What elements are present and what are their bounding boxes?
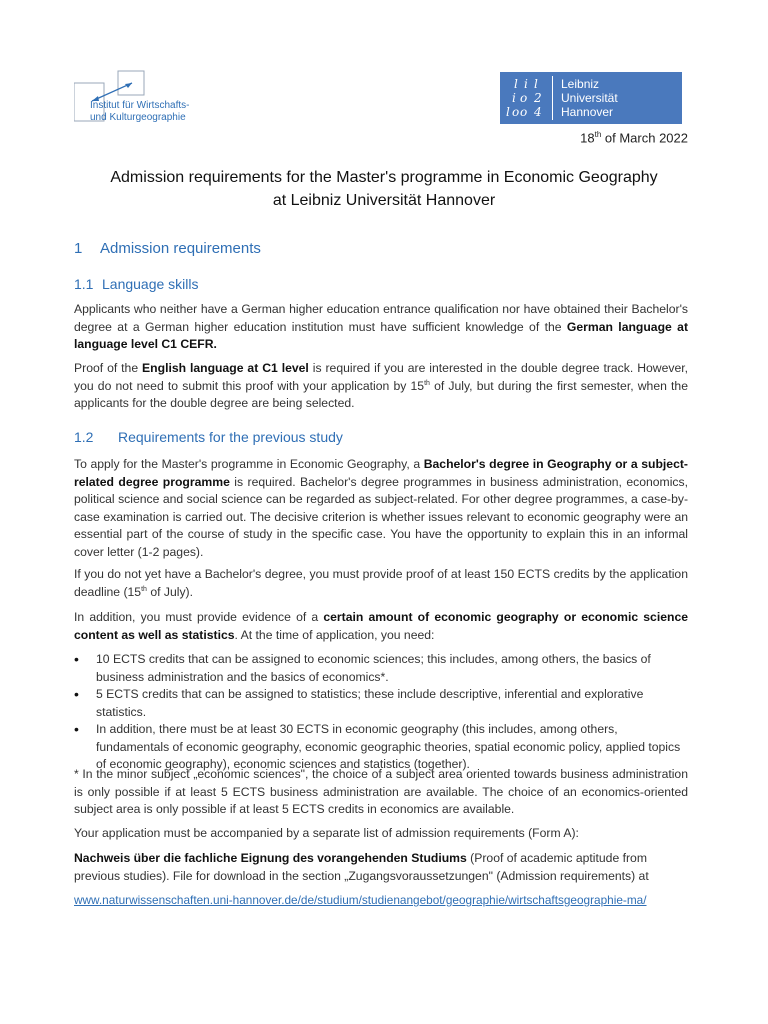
- text-run: (Proof of academic aptitude from previous studies). File for download in the section „Zugangsvoraussetzungen" (Admission requirements) at: [74, 851, 649, 883]
- bold-run: Nachweis über die fachliche Eignung des vorangehenden Studiums: [74, 851, 467, 865]
- document-date: [580, 130, 688, 145]
- text-run: of July, but during the first semester, when the applicants for the double degree are being selected.: [74, 378, 688, 410]
- institute-logo-line2: und Kulturgeographie: [90, 112, 186, 123]
- university-logo: [500, 72, 682, 124]
- date-day: 18: [580, 130, 595, 146]
- mark-glyph: i: [524, 77, 528, 91]
- text-run: In addition, you must provide evidence of a: [74, 610, 324, 624]
- text-run: To apply for the Master's programme in Economic Geography, a: [74, 457, 424, 471]
- admission-requirements-link[interactable]: www.naturwissenschaften.uni-hannover.de/de/studium/studienangebot/geographie/wirtschaftsgeographie-ma/: [74, 893, 647, 907]
- text-run: Proof of the: [74, 361, 143, 375]
- mark-glyph: l: [534, 77, 538, 91]
- university-logo-mark: [500, 72, 552, 124]
- title-line1: Admission requirements for the Master's programme in Economic Geography: [110, 169, 658, 186]
- language-paragraph-2: [74, 360, 688, 413]
- study-paragraph-3: [74, 609, 688, 644]
- language-paragraph-1: [74, 301, 688, 354]
- logo-divider: [552, 76, 553, 120]
- text-run: of July).: [146, 584, 193, 599]
- mark-glyph: o: [520, 105, 528, 119]
- mark-glyph: l: [514, 77, 518, 91]
- mark-glyph: i: [512, 91, 516, 105]
- text-run: is required. Bachelor's degree programmes in business administration, economics, political science and social science can be regarded as subject-related. For other degree programmes, a case-by-case examination is carried out. The decisive criterion is whether issues relevant to economic geography were an essential part of the course of study in the specific case. You have the opportunity to explain this in an informal cover letter (1-2 pages).: [74, 474, 688, 559]
- bold-run: English language at C1 level: [142, 361, 309, 375]
- institute-logo: [74, 68, 224, 128]
- section-title: Requirements for the previous study: [118, 429, 343, 445]
- date-day-suffix: th: [594, 130, 602, 139]
- bold-run: certain amount of economic geography or economic science content as well as statistics: [74, 610, 689, 642]
- text-run: If you do not yet have a Bachelor's degree, you must provide proof of at least 150 ECTS credits by the application deadline (15: [74, 567, 688, 599]
- list-item: • 10 ECTS credits that can be assigned to economic sciences; this includes, among others, the basics of business administration and the basics of economics*.: [74, 651, 688, 686]
- link-paragraph: [74, 892, 688, 910]
- study-paragraph-2: [74, 566, 688, 601]
- text-run: . At the time of application, you need:: [234, 627, 435, 642]
- section-1-2-heading: [74, 429, 343, 445]
- section-title: Admission requirements: [100, 240, 261, 257]
- section-1-1-heading: [74, 276, 199, 292]
- list-item: • In addition, there must be at least 30 ECTS in economic geography (this includes, among others, fundamentals of economic geography, economic geographic theories, spatial economic policy, applied topics of economic geography), economic sciences and statistics (together).: [74, 721, 688, 774]
- university-logo-line2: Universität: [561, 91, 618, 105]
- date-rest: of March 2022: [601, 130, 688, 146]
- university-logo-line3: Hannover: [561, 105, 614, 119]
- mark-glyph: 4: [534, 105, 542, 119]
- institute-logo-line1: Institut für Wirtschafts-: [90, 100, 190, 111]
- study-paragraph-4: Your application must be accompanied by a separate list of admission requirements (Form A):: [74, 826, 579, 840]
- study-paragraph-1: [74, 456, 688, 561]
- section-title: Language skills: [102, 276, 199, 292]
- requirements-list: [74, 651, 688, 774]
- text-run: Applicants who neither have a German higher education entrance qualification nor have obtained their Bachelor's degree at a German higher education institution must have sufficient knowledge of the: [74, 302, 688, 334]
- bold-run: German language at language level C1 CEFR.: [74, 319, 689, 351]
- footnote: * In the minor subject „economic sciences", the choice of a subject area oriented towards business administration is only possible if at least 5 ECTS business administration are available. The choice of an economics-oriented subject area is only possible if at least 5 ECTS credits in economics are available.: [74, 767, 688, 816]
- mark-glyph: l: [506, 105, 510, 119]
- university-logo-line1: Leibniz: [561, 77, 600, 91]
- superscript: th: [424, 379, 430, 387]
- text-run: is required if you are interested in the double degree track. However, you do not need to submit this proof with your application by 15: [74, 361, 688, 393]
- bold-run: Bachelor's degree in Geography or a subject-related degree programme: [74, 457, 688, 489]
- section-number: 1: [74, 240, 83, 257]
- mark-glyph: o: [512, 105, 520, 119]
- section-number: 1.1: [74, 276, 94, 292]
- title-line2: at Leibniz Universität Hannover: [272, 192, 496, 209]
- document-title: [60, 166, 708, 212]
- section-1-heading: [74, 240, 261, 257]
- superscript: th: [141, 585, 147, 593]
- list-item: • 5 ECTS credits that can be assigned to statistics; these include descriptive, inferential and explorative statistics.: [74, 686, 688, 721]
- study-paragraph-5: [74, 850, 688, 885]
- mark-glyph: 2: [534, 91, 542, 105]
- mark-glyph: o: [520, 91, 528, 105]
- section-number: 1.2: [74, 429, 94, 445]
